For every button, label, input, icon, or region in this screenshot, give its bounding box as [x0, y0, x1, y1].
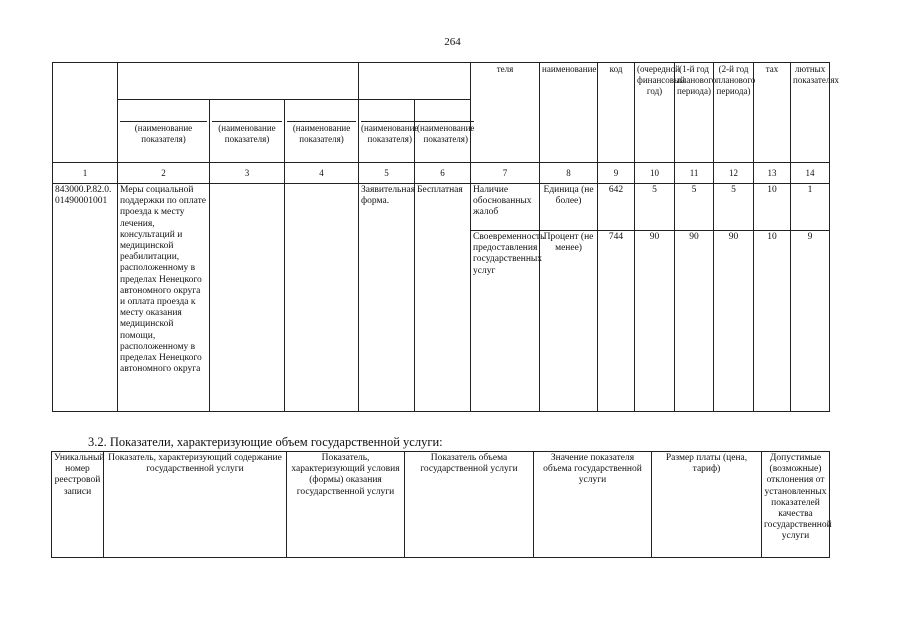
header-cell-conditions: Показатель, характеризующий условия (формы) оказания государственной услуги: [287, 452, 405, 558]
header-cell-11: (1-й год планового периода): [675, 63, 714, 163]
sub-header-label: (наименование показателя): [287, 121, 356, 145]
header-cell-1: [53, 63, 118, 163]
header-cell-volume-value: Значение показателя объема государственной услуги: [534, 452, 652, 558]
header-cell-volume: Показатель объема государственной услуги: [405, 452, 534, 558]
column-number-row: [53, 163, 830, 184]
empty-cell-4: [285, 184, 359, 412]
header-cell-conditions-group: [359, 63, 471, 100]
indicator-code-cell: 642: [598, 184, 635, 231]
header-cell-content-group: [118, 63, 359, 100]
indicator-value-cell: 5: [635, 184, 675, 231]
col-number: 10: [635, 163, 675, 184]
indicator-value-cell: 90: [675, 231, 714, 412]
header-cell-content: Показатель, характеризующий содержание государственной услуги: [104, 452, 287, 558]
header-cell-8: наименование: [540, 63, 598, 163]
col-number: 12: [714, 163, 754, 184]
volume-indicators-table: [51, 451, 830, 558]
empty-cell-3: [210, 184, 285, 412]
col-number: 6: [415, 163, 471, 184]
header-cell-deviations: Допустимые (возможные) отклонения от установленных показателей качества государственной услуги: [762, 452, 830, 558]
header-row: [52, 452, 830, 558]
col-number: 3: [210, 163, 285, 184]
indicator-value-cell: 90: [635, 231, 675, 412]
page-number: 264: [444, 36, 461, 48]
indicator-value-cell: 1: [791, 184, 830, 231]
header-cell-registry: Уникальный номер реестровой записи: [52, 452, 104, 558]
indicator-unit-cell: Процент (не менее): [540, 231, 598, 412]
col-number: 1: [53, 163, 118, 184]
sub-header-label: (наименование показателя): [120, 121, 207, 145]
header-cell-13: тах: [754, 63, 791, 163]
service-form-cell: Заявительная форма.: [359, 184, 415, 412]
col-number: 2: [118, 163, 210, 184]
indicator-unit-cell: Единица (не более): [540, 184, 598, 231]
service-content-cell: Меры социальной поддержки по оплате проезда к месту лечения, консультаций и медицинской реабилитации, расположенному в пределах Ненецкого автономного округа и оплата проезда к месту оказания медицинской помощи, расположенному в пределах Ненецкого автономного округа: [118, 184, 210, 412]
table-row: [53, 184, 830, 231]
sub-header-cell-4: [285, 100, 359, 163]
header-cell-14: лютных показателях: [791, 63, 830, 163]
header-row: [53, 63, 830, 100]
sub-header-label: (наименование показателя): [212, 121, 282, 145]
indicator-code-cell: 744: [598, 231, 635, 412]
indicator-value-cell: 5: [675, 184, 714, 231]
col-number: 13: [754, 163, 791, 184]
header-cell-fee: Размер платы (цена, тариф): [652, 452, 762, 558]
indicator-value-cell: 10: [754, 184, 791, 231]
indicator-value-cell: 90: [714, 231, 754, 412]
section-title: 3.2. Показатели, характеризующие объем государственной услуги:: [88, 435, 443, 449]
header-cell-7: теля: [471, 63, 540, 163]
header-cell-10: (очередной финансовый год): [635, 63, 675, 163]
sub-header-cell-2: [118, 100, 210, 163]
payment-cell: Бесплатная: [415, 184, 471, 412]
col-number: 4: [285, 163, 359, 184]
indicator-value-cell: 5: [714, 184, 754, 231]
registry-number-cell: 843000.Р.82.0.01490001001: [53, 184, 118, 412]
col-number: 5: [359, 163, 415, 184]
header-cell-12: (2-й год планового периода): [714, 63, 754, 163]
indicator-value-cell: 9: [791, 231, 830, 412]
quality-indicators-table: [52, 62, 839, 412]
indicator-name-cell: Своевременность предоставления государственных услуг: [471, 231, 540, 412]
header-cell-9: код: [598, 63, 635, 163]
sub-header-cell-3: [210, 100, 285, 163]
col-number: 11: [675, 163, 714, 184]
sub-header-cell-6: [415, 100, 475, 163]
col-number: 8: [540, 163, 598, 184]
sub-header-label: (наименование показателя): [417, 123, 475, 144]
col-number: 7: [471, 163, 540, 184]
sub-header-label: (наименование показателя): [361, 123, 419, 144]
indicator-value-cell: 10: [754, 231, 791, 412]
sub-header-cell-5: [359, 100, 419, 163]
col-number: 9: [598, 163, 635, 184]
col-number: 14: [791, 163, 830, 184]
indicator-name-cell: Наличие обоснованных жалоб: [471, 184, 540, 231]
